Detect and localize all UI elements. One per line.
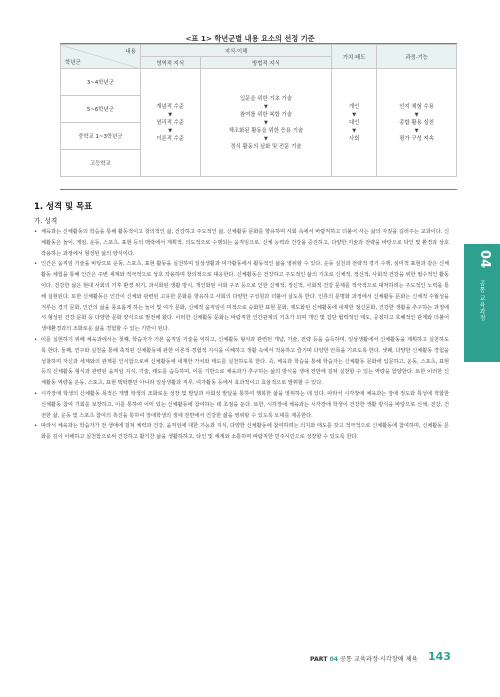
bullet-icon: • xyxy=(34,336,38,343)
page-number: 143 xyxy=(428,650,451,663)
bullet-icon: • xyxy=(34,423,38,430)
method-level: 정식 활동의 심화 및 전문 기술 xyxy=(230,143,302,150)
paragraph xyxy=(34,389,449,421)
value-level: 사회 xyxy=(349,135,360,142)
method-level: 입문을 위한 기초 기술 xyxy=(239,95,292,102)
value-level: 개인 xyxy=(349,103,360,110)
grade-cell: 중학교 1~3학년군 xyxy=(61,123,141,150)
paragraph-text: 체육과는 신체활동의 학습을 통해 활동적이고 창의적인 삶, 건강하고 주도적인 삶, 신체활동 문화를 향유하며 사회 속에서 바람직하고 더불어 사는 삶의 자질을 길러주는 교과이다. 신체활동은 놀이, 게임, 운동, 스포츠, 표현 등의 맥락에서 계획적, 의도적으로 수행되는 움직임으로, 신체 능력과 건강을 증진하고, 다양한 기술과 전략을 바탕으로 타인 및 환경과 상호 작용하는 과정에서 형성된 삶의 양식이다. xyxy=(41,229,449,257)
paragraph xyxy=(34,335,449,389)
domain-knowledge-cell xyxy=(140,69,200,177)
knowledge-header: 지식·이해 xyxy=(140,45,331,57)
table-caption: <표 1> 학년군별 내용 요소의 선정 기준 xyxy=(185,34,315,43)
domain-level: 개념적 수준 xyxy=(156,103,185,110)
bullet-icon: • xyxy=(34,390,38,397)
value-level: 대인 xyxy=(349,119,360,126)
paragraph-text: 인간은 움직임 기술을 바탕으로 운동, 스포츠, 표현 활동을 실천하며 일상생활과 여가활동에서 활동적인 삶을 영위할 수 있다. 운동 실천과 전략적 경기 수행, 심미적 표현과 같은 신체활동 체험을 통해 인간은 주변 세계와 적극적으로 상호 작용하며 창의적으로 대응한다. 신체활동은 건강하고 주도적인 삶의 기초로 신체적, 정신적, 사회적 건강을 위한 필수적인 활동이다. 건강한 삶은 현대 사회의 기후 환경 위기, 과식화된 생활 방식, 개인화된 사회 구조 등으로 인한 신체적, 정신적, 사회적 건강 문제를 적극적으로 대처하려는 주도적인 노력을 통해 실현된다. 또한 신체활동은 인간이 신체와 관련된 고유한 문화를 향유하고 사회의 다양한 구성원과 더불어 살도록 한다. 인류의 문명화 과정에서 신체활동 문화는 신체적 수월성을 겨루는 경기 문화, 인간의 삶을 풍요롭게 하는 놀이 및 여가 문화, 신체적 움직임이 미적으로 승화한 표현 문화, 제도화된 신체활동에 내재한 정신문화, 건강한 생활을 추구하는 과정에서 형성된 건강 문화 등 다양한 문화 양식으로 발전해 왔다. 이러한 신체활동 문화는 바람직한 인간관계의 기초가 되며 개인 및 집단 협력적인 태도, 공정하고 호혜적인 관계와 더불어 생태환경과의 조화로운 삶을 경험할 수 있는 기반이 된다. xyxy=(41,261,449,333)
page-footer xyxy=(310,650,451,663)
down-arrow-icon: ▼ xyxy=(264,119,268,126)
process-level: 평가 구성 지속 xyxy=(399,135,434,142)
chapter-number: 04 xyxy=(477,250,492,269)
domain-level: 원리적 수준 xyxy=(156,119,185,126)
down-arrow-icon: ▼ xyxy=(168,111,173,118)
method-level: 참여를 위한 복합 기술 xyxy=(239,111,292,118)
down-arrow-icon: ▼ xyxy=(264,135,268,142)
grade-header: 학년군 xyxy=(65,60,81,66)
table-bottom-rule xyxy=(60,189,457,190)
process-level: 인지 체험 수용 xyxy=(399,103,434,110)
section-title: 1. 성격 및 목표 xyxy=(34,201,93,211)
down-arrow-icon: ▼ xyxy=(414,111,419,118)
content-header: 내용 xyxy=(125,49,136,55)
domain-knowledge-header: 영역적 지식 xyxy=(140,57,200,69)
footer-part-number: 04 xyxy=(329,656,339,663)
process-header: 과정·기능 xyxy=(377,45,457,69)
method-knowledge-header: 방법적 지식 xyxy=(200,57,332,69)
down-arrow-icon: ▼ xyxy=(352,127,357,134)
down-arrow-icon: ▼ xyxy=(168,127,173,134)
paragraph xyxy=(34,421,449,443)
paragraph xyxy=(34,259,449,335)
paragraph-text: 이를 실현하기 위해 체육과에서는 첫째, 학습자가 기본 움직임 기술을 익히고, 신체활동 형식과 관련된 개념, 기술, 전략 등을 습득하며, 일상생활에서 신체활동을 계획하고 실천하도록 한다. 둘째, 연구와 실천을 통해 축적된 신체활동에 관한 이론적·경험적 지식을 이해하고 생활 속에서 적용하고 즐기며 다양한 안목을 기르도록 한다. 셋째, 다양한 신체활동 경험을 성찰하며 자신과 세계와의 관계를 인식함으로써 신체활동에 내재한 가치와 태도를 실천하도록 한다. 즉, 체육과 학습을 통해 학습자는 신체활동 문화에 입문하고, 운동, 스포츠, 표현 등의 신체활동 형식과 관련된 움직임 지식, 기술, 태도를 습득하며, 이를 기반으로 체육과가 추구하는 삶의 방식을 생애 전반에 걸쳐 실천할 수 있는 역량을 함양한다. 또한 이러한 신체활동 역량을 운동, 스포츠, 표현 맥락뿐만 아니라 일상생활과 직무, 여가활동 등에서 효과적이고 효율적으로 발휘할 수 있다. xyxy=(41,336,449,387)
grade-cell: 고등학교 xyxy=(61,150,141,177)
process-cell xyxy=(377,69,457,177)
paragraph-text: 따라서 체육과는 학습자가 전 생애에 걸쳐 체력과 건강, 움직임에 대한 기능과 지식, 다양한 신체활동에 참여하려는 의지와 태도를 갖고 적극적으로 신체활동에 참여하며, 신체활동 문화를 깊이 이해하고 실천함으로써 건강하고 활기찬 삶을 생활하하고, 타인 및 세계와 소통하며 바람직한 민주시민으로 성장할 수 있도록 한다. xyxy=(41,423,449,441)
bullet-icon: • xyxy=(34,261,38,268)
value-header: 가치·태도 xyxy=(332,45,377,69)
footer-part: PART xyxy=(310,656,328,663)
bullet-icon: • xyxy=(34,229,38,235)
method-knowledge-cell xyxy=(200,69,332,177)
down-arrow-icon: ▼ xyxy=(414,127,419,134)
value-cell xyxy=(332,69,377,177)
grade-cell: 5~6학년군 xyxy=(61,96,141,123)
footer-text: 공통 교육과정·시각장애 체육 xyxy=(340,656,418,663)
grade-cell: 3~4학년군 xyxy=(61,69,141,96)
method-level: 체조화된 활동을 위한 응용 기술 xyxy=(228,127,304,134)
subsection-title: 가. 성격 xyxy=(34,217,58,225)
domain-level: 이론적 수준 xyxy=(156,135,185,142)
chapter-side-tab xyxy=(464,244,500,362)
down-arrow-icon: ▼ xyxy=(264,103,268,110)
process-level: 종합 활용 실천 xyxy=(399,119,434,126)
standards-table xyxy=(60,44,457,177)
down-arrow-icon: ▼ xyxy=(352,111,357,118)
diagonal-header-cell xyxy=(61,45,141,69)
paragraph-text: 시각장애 학생의 신체활동 목적은 개별 학생의 조화로운 성장 및 발달과 사회성 발달을 통하여 행복한 삶을 영위하는 데 있다. 따라서 시각장애 체육과는 장애 정도와 특성에 적합한 신체활동 참여 기회를 보장하고, 이를 통하여 이미 있는 신체활동에 참여하는 데 초점을 둔다. 또한, 시각장애 체육과는 시각장애 학생이 건강한 생활 방식을 바탕으로 신체, 건강, 건전한 삶, 운동 및 스포츠 참여의 촉진을 통하여 장애학생의 생애 전반에서 건강한 삶을 영위할 수 있도록 토대를 제공한다. xyxy=(41,390,449,419)
body-text xyxy=(34,227,449,443)
chapter-label: 공통 교육과정 xyxy=(478,280,485,322)
paragraph xyxy=(34,227,449,259)
